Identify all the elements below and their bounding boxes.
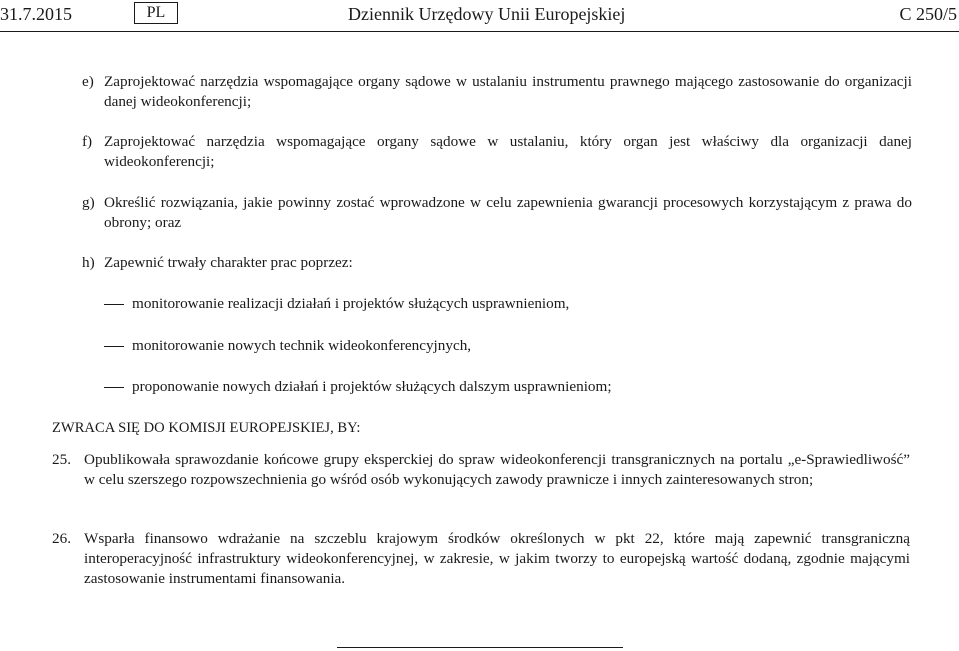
dash-item bbox=[104, 336, 904, 356]
item-text: Określić rozwiązania, jakie powinny zostać wprowadzone w celu zapewnienia gwarancji procesowych korzystającym z prawa do obrony; oraz bbox=[104, 194, 912, 231]
item-text: Zapewnić trwały charakter prac poprzez: bbox=[104, 254, 353, 271]
dash-item bbox=[104, 377, 904, 397]
item-text: Wsparła finansowo wdrażanie na szczeblu krajowym środków określonych w pkt 22, które mają zapewnić transgraniczną interoperacyjność infrastruktury wideokonferencyjnej, w zakresie, w jakim tworzy to europejską wartość dodaną, zgodnie mającymi zastosowanie instrumentami finansowania. bbox=[84, 530, 910, 587]
header-divider bbox=[0, 31, 959, 32]
em-dash-icon bbox=[104, 304, 124, 305]
list-item-h bbox=[82, 253, 912, 273]
item-number: 26. bbox=[52, 530, 71, 547]
item-number: 25. bbox=[52, 451, 71, 468]
em-dash-icon bbox=[104, 346, 124, 347]
item-text: Zaprojektować narzędzia wspomagające organy sądowe w ustalaniu, który organ jest właściwy dla organizacji danej wideokonferencji; bbox=[104, 133, 912, 170]
publication-date: 31.7.2015 bbox=[0, 4, 72, 24]
footer-divider bbox=[337, 647, 623, 648]
dash-item-text: proponowanie nowych działań i projektów służących dalszym usprawnieniom; bbox=[132, 378, 612, 395]
item-label: g) bbox=[82, 194, 95, 211]
item-text: Opublikowała sprawozdanie końcowe grupy eksperckiej do spraw wideokonferencji transgranicznych na portalu „e-Sprawiedliwość” w celu szerszego rozpowszechnienia go wśród osób wykonujących zawody prawnicze i innych zainteresowanych stron; bbox=[84, 451, 910, 488]
list-item-f bbox=[82, 132, 912, 172]
item-label: e) bbox=[82, 73, 94, 90]
list-item-e bbox=[82, 72, 912, 112]
page-reference: C 250/5 bbox=[899, 4, 957, 24]
language-badge: PL bbox=[134, 2, 178, 24]
numbered-item-25 bbox=[52, 450, 910, 490]
dash-item bbox=[104, 294, 904, 314]
item-label: h) bbox=[82, 254, 95, 271]
list-item-g bbox=[82, 193, 912, 233]
page-header bbox=[0, 0, 959, 30]
em-dash-icon bbox=[104, 387, 124, 388]
dash-item-text: monitorowanie nowych technik wideokonferencyjnych, bbox=[132, 337, 472, 354]
journal-title: Dziennik Urzędowy Unii Europejskiej bbox=[348, 4, 626, 24]
dash-item-text: monitorowanie realizacji działań i projektów służących usprawnieniom, bbox=[132, 295, 570, 312]
numbered-item-26 bbox=[52, 529, 910, 589]
item-label: f) bbox=[82, 133, 93, 150]
item-text: Zaprojektować narzędzia wspomagające organy sądowe w ustalaniu instrumentu prawnego mającego zastosowanie do organizacji danej wideokonferencji; bbox=[104, 73, 912, 110]
preamble-heading: ZWRACA SIĘ DO KOMISJI EUROPEJSKIEJ, BY: bbox=[52, 420, 361, 436]
